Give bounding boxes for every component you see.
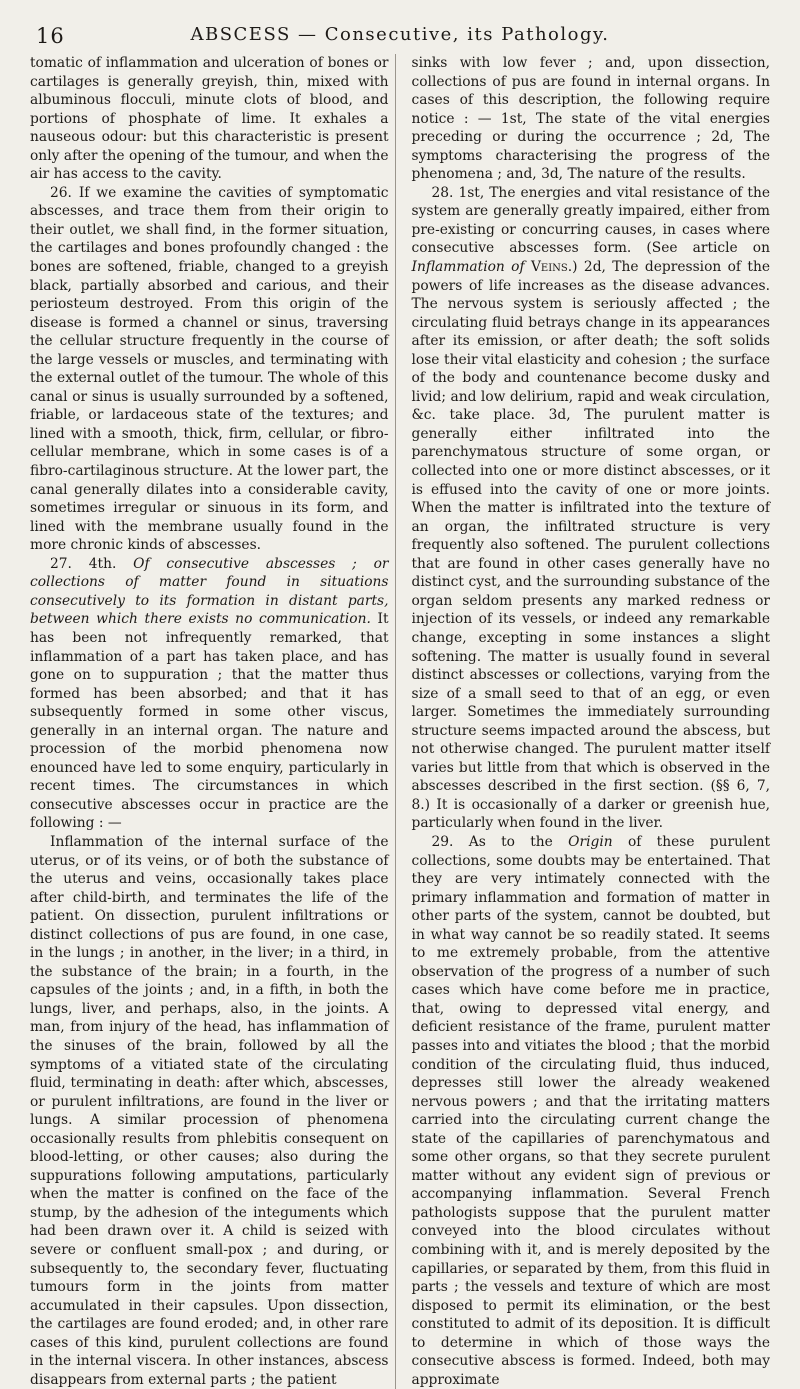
paragraph-continuation-right: sinks with low fever ; and, upon dissection, collections of pus are found in internal organs. In cases of this description, the following require notice : — 1st, The state of the vital energies preceding or during the occurrence ; 2d, The symptoms characterising the progress of the phenomena ; and, 3d, The nature of the results. — [411, 55, 770, 183]
paragraph-28-reference: Inflammation of — [411, 259, 525, 276]
paragraph-29-part-b: of these purulent collections, some doubts may be entertained. That they are very intimately connected with the primary inflammation and formation of matter in other parts of the system, cannot be doubted, but in what way cannot be so readily stated. It seems to me extremely probable, from the attentive observation of the progress of a number of such cases which have come before me in practice, that, owing to depressed vital energy, and deficient resistance of the frame, purulent matter passes into and vitiates the blood ; that the morbid condition of the circulating fluid, thus induced, depresses still lower the already weakened nervous powers ; and that the irritating matters carried into the circulating current change the state of the capillaries of parenchymatous and some other organs, so that they secrete purulent matter without any evident sign of previous or accompanying inflammation. Several French pathologists suppose that the purulent matter conveyed into the blood circulates without combining with it, and is merely deposited by the capillaries, or separated by them, from this fluid in parts ; the vessels and texture of which are most disposed to permit its elimination, or the best constituted to admit of its deposition. It is difficult to determine in which of those ways the consecutive abscess is formed. Indeed, both may approximate — [411, 833, 771, 1388]
paragraph-27-body: It has been not infrequently remarked, that inflammation of a part has taken place, and has gone on to suppuration ; that the matter thus formed has been absorbed; and that it has subsequently formed in some other viscus, generally in an internal organ. The nature and procession of the morbid phenomena now enounced have led to some enquiry, particularly in recent times. The circumstances in which consecutive abscesses occur in practice are the following : — — [30, 611, 389, 832]
paragraph-27-lead: 27. 4th. — [50, 555, 117, 572]
right-column — [412, 54, 771, 1389]
paragraph-28-reference-veins: Veins — [530, 259, 568, 276]
paragraph-29-part-a: 29. As to the — [431, 833, 553, 850]
running-title: ABSCESS — Consecutive, its Pathology. — [190, 24, 610, 45]
page-number: 16 — [36, 24, 65, 48]
paragraph-26: 26. If we examine the cavities of symptomatic abscesses, and trace them from their origin to their outlet, we shall find, in the former situation, the cartilages and bones profoundly changed : the bones are softened, friable, changed to a greyish black, partially absorbed and carious, and their periosteum destroyed. From this origin of the disease is formed a channel or sinus, traversing the cellular structure frequently in the course of the large vessels or muscles, and terminating with the external outlet of the tumour. The whole of this canal or sinus is usually surrounded by a softened, friable, or lardaceous state of the textures; and lined with a smooth, thick, firm, cellular, or fibro-cellular membrane, which in some cases is of a fibro-cartilaginous structure. At the lower part, the canal generally dilates into a considerable cavity, sometimes irregular or sinuous in its form, and lined with the membrane usually found in the more chronic kinds of abscesses. — [30, 184, 389, 554]
text-columns — [30, 54, 770, 1389]
paragraph-27 — [30, 555, 389, 833]
paragraph-28-part-b: .) 2d, The depression of the powers of life increases as the disease advances. The nervous system is seriously affected ; the circulating fluid betrays change in its appearances after its emission, or after death; the soft solids lose their vital elasticity and cohesion ; the surface of the body and countenance become dusky and livid; and low delirium, rapid and weak circulation, &c. take place. 3d, The purulent matter is generally either infiltrated into the parenchymatous structure of some organ, or collected into one or more distinct abscesses, or it is effused into the cavity of one or more joints. When the matter is infiltrated into the texture of an organ, the infiltrated structure is very frequently also softened. The purulent collections that are found in other cases generally have no distinct cyst, and the surrounding substance of the organ seldom presents any marked redness or injection of its vessels, or indeed any remarkable change, excepting in some instances a slight softening. The matter is usually found in several distinct abscesses or collections, varying from the size of a small seed to that of an egg, or even larger. Sometimes the immediately surrounding structure seems impacted around the abscess, but not otherwise changed. The purulent matter itself varies but little from that which is observed in the abscesses described in the first section. (§§ 6, 7, 8.) It is occasionally of a darker or greenish hue, particularly when found in the liver. — [411, 259, 771, 832]
paragraph-uterine-inflammation: Inflammation of the internal surface of the uterus, or of its veins, or of both the substance of the uterus and veins, occasionally takes place after child-birth, and terminates the life of the patient. On dissection, purulent infiltrations or distinct collections of pus are found, in one case, in the lungs ; in another, in the liver; in a third, in the substance of the brain; in a fourth, in the capsules of the joints ; and, in a fifth, in both the lungs, liver, and perhaps, also, in the joints. A man, from injury of the head, has inflammation of the sinuses of the brain, followed by all the symptoms of a vitiated state of the circulating fluid, terminating in death: after which, abscesses, or purulent infiltrations, are found in the liver or lungs. A similar procession of phenomena occasionally results from phlebitis consequent on blood-letting, or other causes; also during the suppurations following amputations, particularly when the matter is confined on the face of the stump, by the adhesion of the integuments which had been drawn over it. A child is seized with severe or confluent small-pox ; and during, or subsequently to, the secondary fever, fluctuating tumours form in the joints from matter accumulated in their capsules. Upon dissection, the cartilages are found eroded; and, in other rare cases of this kind, purulent collections are found in the internal viscera. In other instances, abscess disappears from external parts ; the patient — [30, 833, 389, 1388]
paragraph-29-origin: Origin — [568, 833, 613, 850]
paragraph-continuation: tomatic of inflammation and ulceration of bones or cartilages is generally greyish, thin, mixed with albuminous flocculi, minute clots of blood, and portions of phosphate of lime. It exhales a nauseous odour: but this characteristic is present only after the opening of the tumour, and when the air has access to the cavity. — [30, 55, 389, 183]
paragraph-28 — [412, 184, 771, 833]
paragraph-28-part-a: 28. 1st, The energies and vital resistance of the system are generally greatly impaired, either from pre-existing or concurring causes, in cases where consecutive abscesses form. (See article on — [411, 184, 770, 257]
page-header — [30, 20, 770, 54]
paragraph-29 — [412, 833, 771, 1389]
left-column — [30, 54, 396, 1389]
paragraph-27-heading: Of consecutive abscesses ; or collections of matter found in situations consecutively to its formation in distant parts, between which there exists no communication. — [30, 555, 389, 628]
